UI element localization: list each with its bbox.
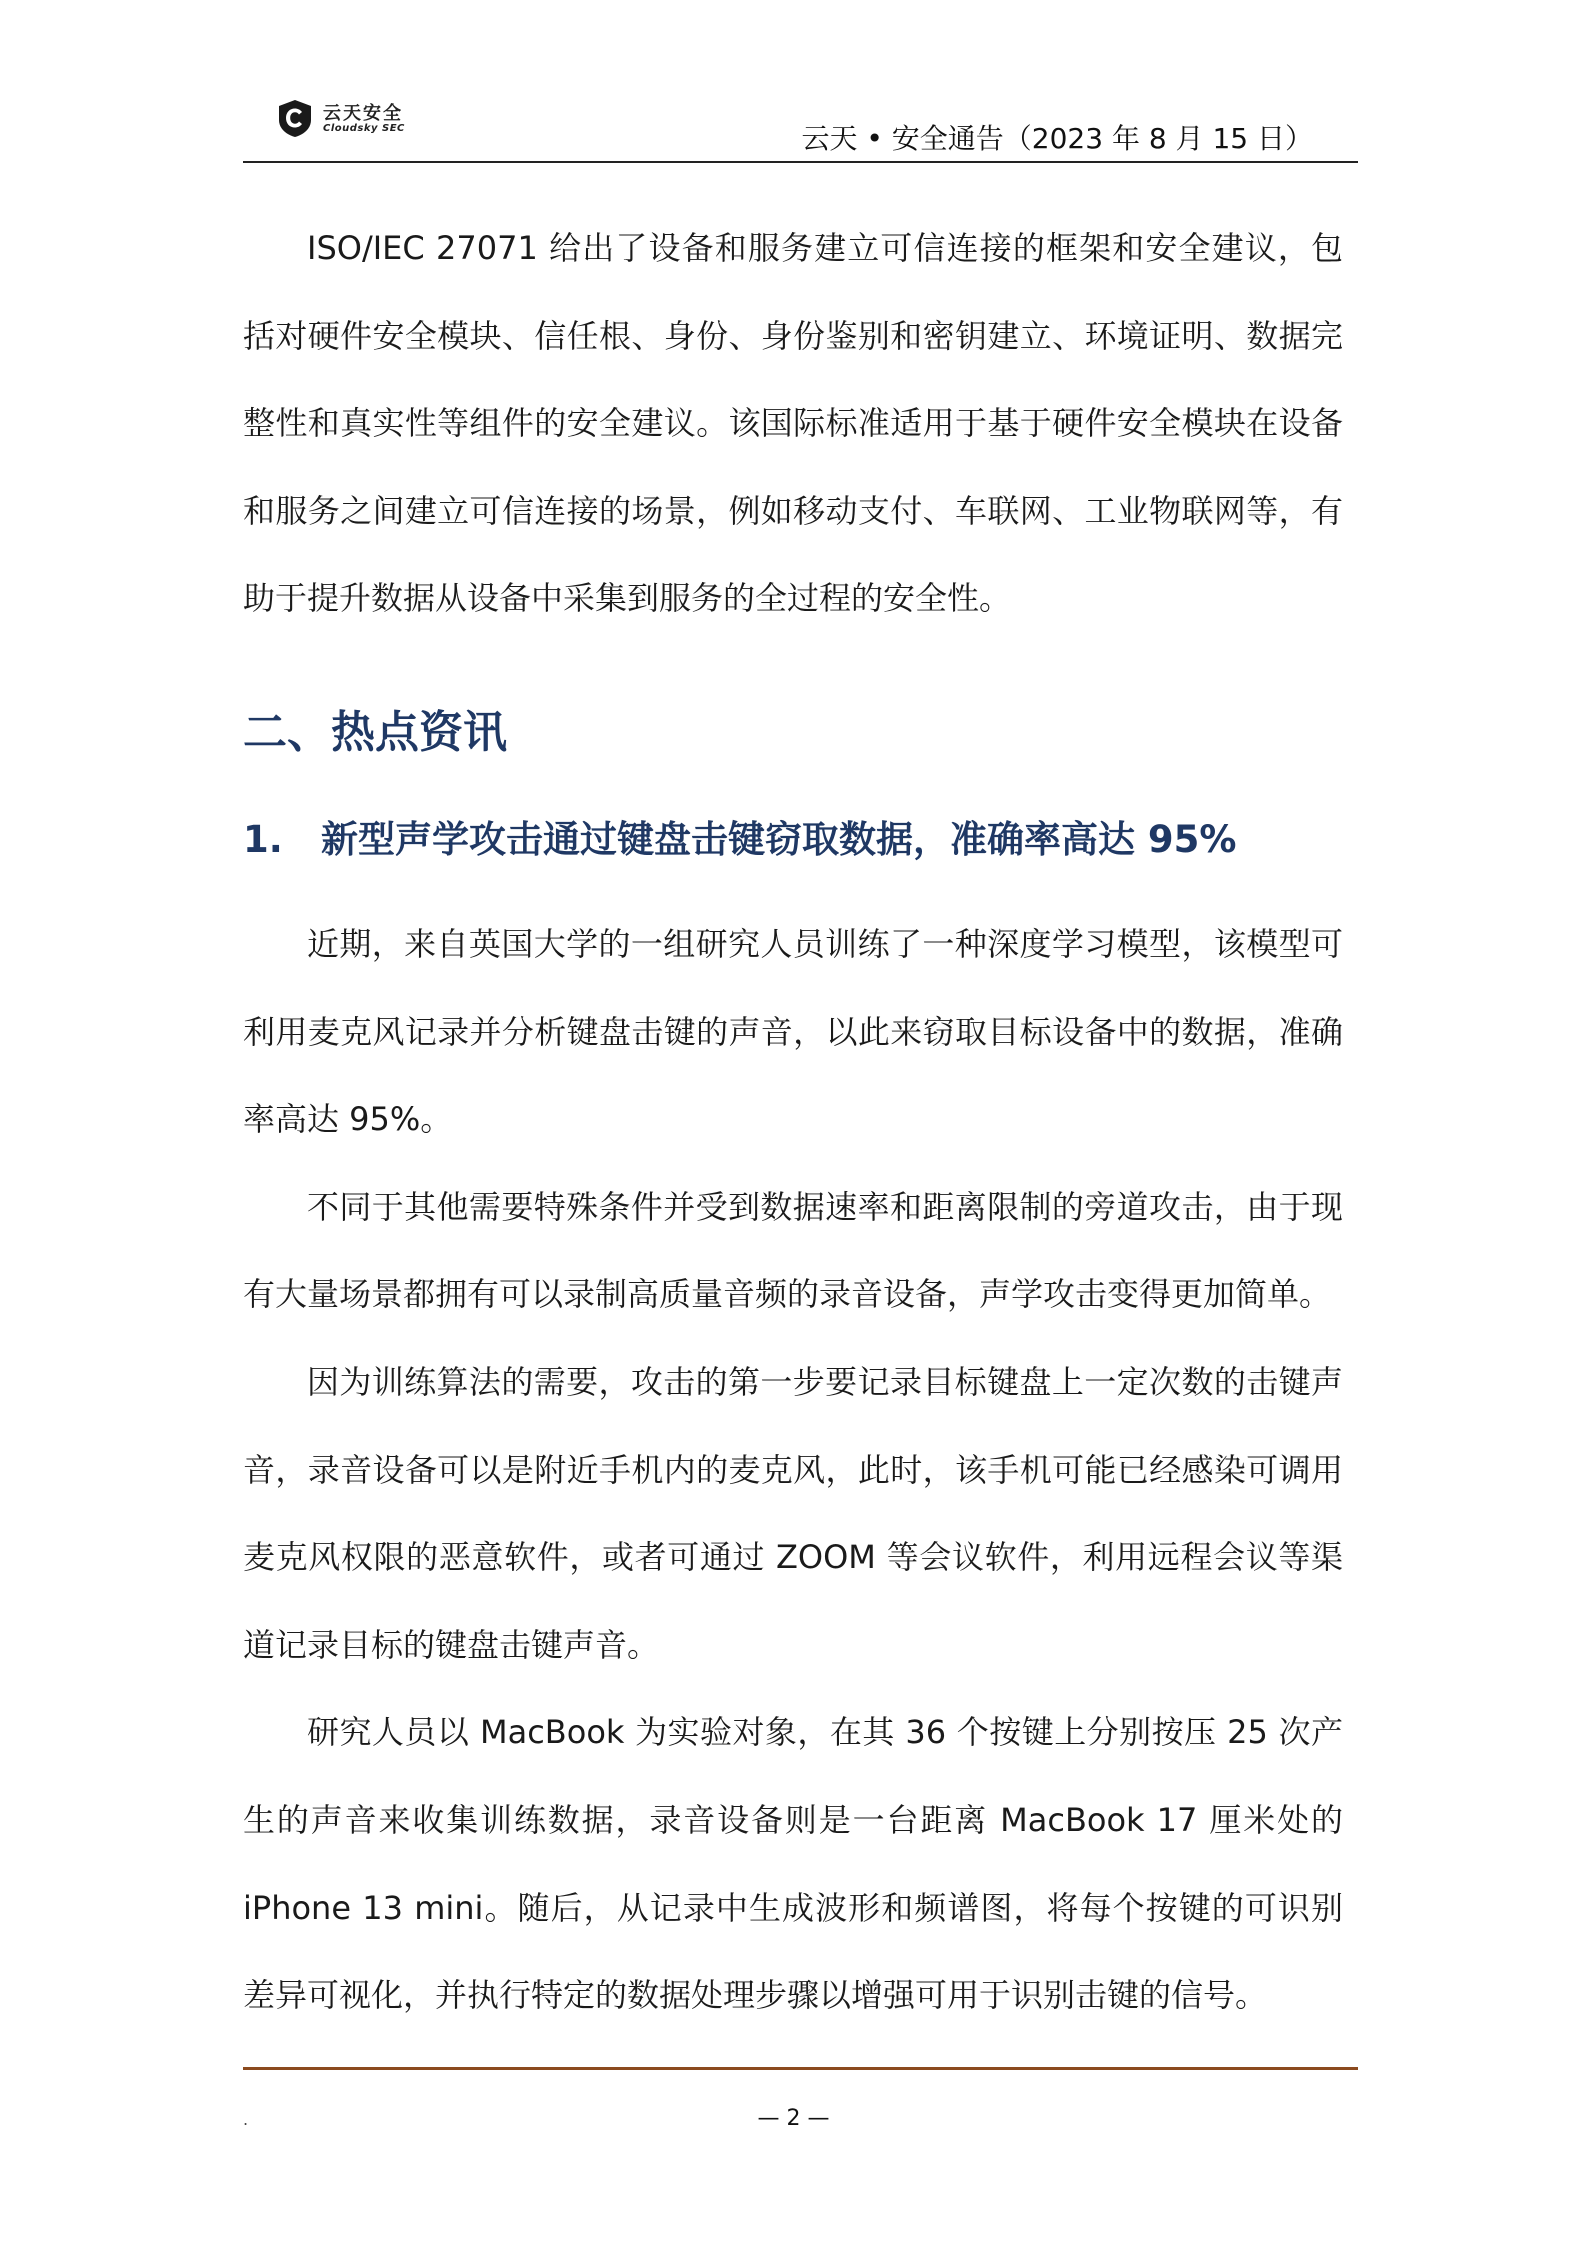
subheading-text: 新型声学攻击通过键盘击键窃取数据，准确率高达 95% [321,817,1237,861]
subheading [243,785,1343,895]
body-paragraph: 不同于其他需要特殊条件并受到数据速率和距离限制的旁道攻击，由于现有大量场景都拥有可以录制高质量音频的录音设备，声学攻击变得更加简单。 [243,1187,1343,1314]
body-paragraph: 因为训练算法的需要，攻击的第一步要记录目标键盘上一定次数的击键声音，录音设备可以是附近手机内的麦克风，此时，该手机可能已经感染可调用麦克风权限的恶意软件，或者可通过 ZOOM 等会议软件，利用远程会议等渠道记录目标的键盘击键声音。 [243,1362,1343,1664]
page-number: — 2 — [757,2106,830,2131]
page-header [243,95,1358,165]
intro-paragraph: ISO/IEC 27071 给出了设备和服务建立可信连接的框架和安全建议，包括对硬件安全模块、信任根、身份、身份鉴别和密钥建立、环境证明、数据完整性和真实性等组件的安全建议。该国际标准适用于基于硬件安全模块在设备和服务之间建立可信连接的场景，例如移动支付、车联网、工业物联网等，有助于提升数据从设备中采集到服务的全过程的安全性。 [243,229,1343,618]
document-body [243,205,1343,2040]
footer-dot: . [243,2110,249,2129]
body-paragraph: 近期，来自英国大学的一组研究人员训练了一种深度学习模型，该模型可利用麦克风记录并分析键盘击键的声音，以此来窃取目标设备中的数据，准确率高达 95%。 [243,924,1343,1139]
subheading-number: 1. [243,817,283,861]
logo-text-en: Cloudsky SEC [323,123,405,134]
header-divider [243,161,1358,163]
spacer [243,643,1343,681]
shield-c-icon [275,98,315,138]
footer-divider [243,2067,1358,2070]
section-heading: 二、热点资讯 [243,706,507,758]
logo-text-cn: 云天安全 [323,103,403,124]
body-paragraph: 研究人员以 MacBook 为实验对象，在其 36 个按键上分别按压 25 次产生的声音来收集训练数据，录音设备则是一台距离 MacBook 17 厘米处的 iPhone 13 mini。随后，从记录中生成波形和频谱图，将每个按键的可识别差异可视化，并执行特定的数据处理步骤以增强可用于识别击键的信号。 [243,1713,1343,2015]
header-title: 云天 • 安全通告（2023 年 8 月 15 日） [801,122,1313,155]
